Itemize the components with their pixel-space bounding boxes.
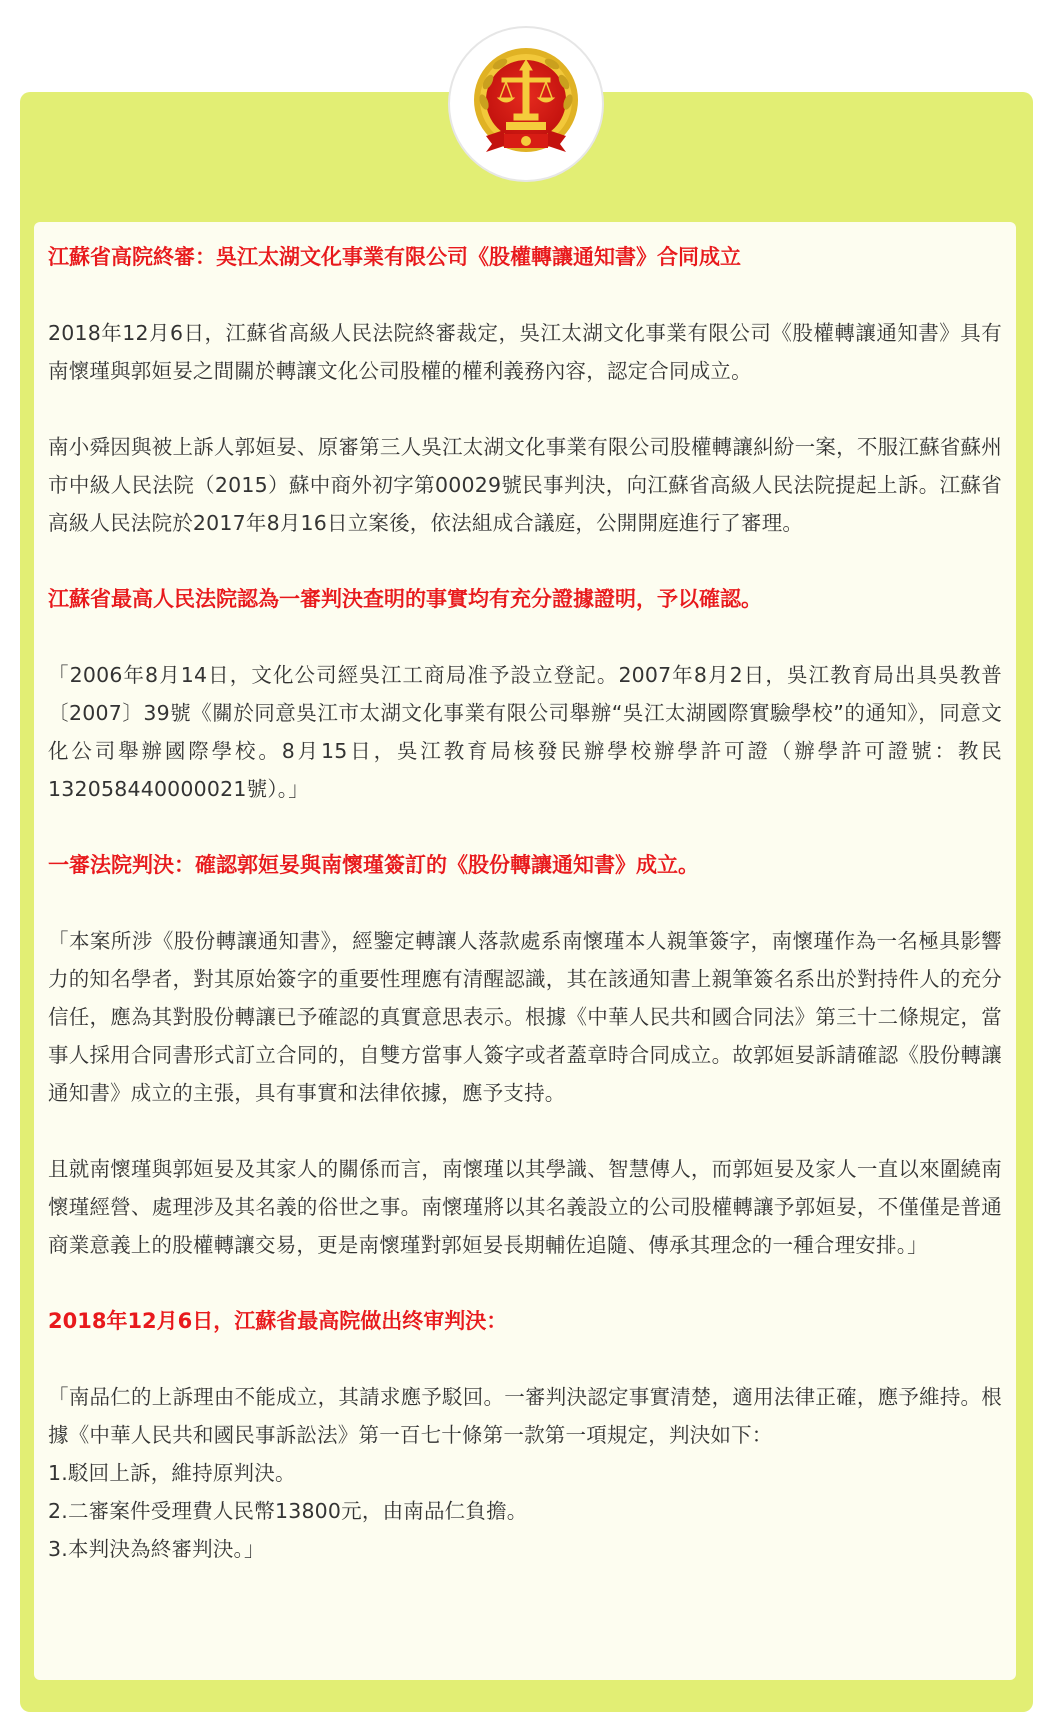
judgment-item: 2.二審案件受理費人民幣13800元，由南品仁負擔。 (48, 1499, 528, 1523)
article-content (34, 222, 1016, 1680)
court-emblem-icon (464, 42, 588, 166)
heading-final-ruling: 江蘇省高院終審：吳江太湖文化事業有限公司《股權轉讓通知書》合同成立 (48, 245, 741, 269)
paragraph-first-instance-quote: 「本案所涉《股份轉讓通知書》，經鑒定轉讓人落款處系南懷瑾本人親筆簽字，南懷瑾作為一名極具影響力的知名學者，對其原始簽字的重要性理應有清醒認識，其在該通知書上親筆簽名系出於對持件人的充分信任，應為其對股份轉讓已予確認的真實意思表示。根據《中華人民共和國合同法》第三十二條規定，當事人採用合同書形式訂立合同的，自雙方當事人簽字或者蓋章時合同成立。故郭姮妟訴請確認《股份轉讓通知書》成立的主張，具有事實和法律依據，應予支持。 (48, 929, 1002, 1105)
heading-first-instance: 一審法院判決：確認郭姮妟與南懷瑾簽訂的《股份轉讓通知書》成立。 (48, 853, 699, 877)
judgment-item: 1.駁回上訴，維持原判決。 (48, 1461, 296, 1485)
heading-facts-confirmed: 江蘇省最高人民法院認為一審判決查明的事實均有充分證據證明，予以確認。 (48, 587, 762, 611)
heading-final-judgment-date: 2018年12月6日，江蘇省最高院做出终审判決： (48, 1309, 508, 1333)
paragraph-final-judgment: 「南品仁的上訴理由不能成立，其請求應予駁回。一審判決認定事實清楚，適用法律正確，應予維持。根據《中華人民共和國民事訴訟法》第一百七十條第一款第一項規定，判決如下： (48, 1385, 1002, 1447)
judgment-item: 3.本判決為終審判決。」 (48, 1537, 265, 1561)
paragraph-case-background: 南小舜因與被上訴人郭姮妟、原審第三人吳江太湖文化事業有限公司股權轉讓糾紛一案，不服江蘇省蘇州市中級人民法院（2015）蘇中商外初字第00029號民事判決，向江蘇省高級人民法院提起上訴。江蘇省高級人民法院於2017年8月16日立案後，依法組成合議庭，公開開庭進行了審理。 (48, 435, 1002, 535)
paragraph-summary: 2018年12月6日，江蘇省高級人民法院終審裁定，吳江太湖文化事業有限公司《股權轉讓通知書》具有南懷瑾與郭姮妟之間關於轉讓文化公司股權的權利義務內容，認定合同成立。 (48, 321, 1002, 383)
court-emblem (450, 28, 602, 180)
paragraph-facts-quote: 「2006年8月14日，文化公司經吳江工商局准予設立登記。2007年8月2日，吳江教育局出具吳教普〔2007〕39號《關於同意吳江市太湖文化事業有限公司舉辦“吳江太湖國際實驗學校”的通知》，同意文化公司舉辦國際學校。8月15日，吳江教育局核發民辦學校辦學許可證（辦學許可證號：教民132058440000021號）。」 (48, 663, 1002, 801)
paragraph-relationship: 且就南懷瑾與郭姮妟及其家人的關係而言，南懷瑾以其學識、智慧傳人，而郭姮妟及家人一直以來圍繞南懷瑾經營、處理涉及其名義的俗世之事。南懷瑾將以其名義設立的公司股權轉讓予郭姮妟，不僅僅是普通商業意義上的股權轉讓交易，更是南懷瑾對郭姮妟長期輔佐追隨、傳承其理念的一種合理安排。」 (48, 1157, 1002, 1257)
judgment-list (48, 1454, 1002, 1568)
